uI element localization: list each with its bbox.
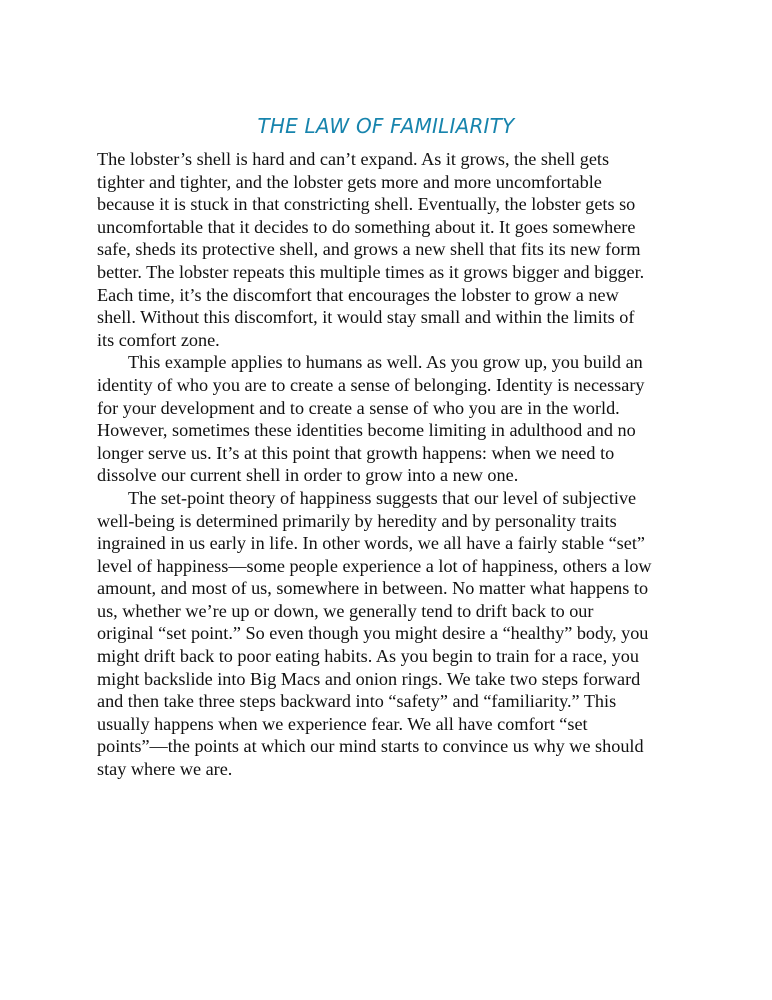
text-line: for your development and to create a sense of who you are in the world. — [97, 397, 620, 418]
text-line: its comfort zone. — [97, 329, 220, 350]
text-line: The set-point theory of happiness suggests that our level of subjective — [128, 487, 637, 508]
text-line: original “set point.” So even though you might desire a “healthy” body, you — [97, 623, 649, 644]
text-line: might backslide into Big Macs and onion rings. We take two steps forward — [97, 668, 641, 689]
text-line: us, whether we’re up or down, we generally tend to drift back to our — [97, 600, 594, 621]
text-line: However, sometimes these identities become limiting in adulthood and no — [97, 420, 636, 441]
text-line: longer serve us. It’s at this point that growth happens: when we need to — [97, 442, 615, 463]
text-line: because it is stuck in that constricting shell. Eventually, the lobster gets so — [97, 194, 636, 215]
text-line: better. The lobster repeats this multiple times as it grows bigger and bigger. — [97, 261, 645, 282]
text-line: stay where we are. — [97, 759, 233, 780]
text-line: amount, and most of us, somewhere in between. No matter what happens to — [97, 578, 649, 599]
paragraph-3 — [97, 487, 677, 781]
chapter-title: THE LAW OF FAMILIARITY — [257, 114, 515, 138]
text-line: safe, sheds its protective shell, and grows a new shell that fits its new form — [97, 239, 641, 260]
text-line: might drift back to poor eating habits. As you begin to train for a race, you — [97, 646, 639, 667]
text-line: ingrained in us early in life. In other words, we all have a fairly stable “set” — [97, 533, 645, 554]
text-line: shell. Without this discomfort, it would stay small and within the limits of — [97, 307, 635, 328]
text-line: Each time, it’s the discomfort that encourages the lobster to grow a new — [97, 284, 619, 305]
paragraph-1 — [97, 148, 677, 351]
text-line: uncomfortable that it decides to do something about it. It goes somewhere — [97, 216, 636, 237]
text-line: well-being is determined primarily by heredity and by personality traits — [97, 510, 617, 531]
text-line: points”—the points at which our mind starts to convince us why we should — [97, 736, 644, 757]
text-line: and then take three steps backward into “safety” and “familiarity.” This — [97, 691, 617, 712]
paragraph-2 — [97, 351, 677, 487]
body-text — [97, 148, 677, 781]
text-line: The lobster’s shell is hard and can’t expand. As it grows, the shell gets — [97, 149, 610, 169]
text-line: usually happens when we experience fear. We all have comfort “set — [97, 713, 588, 734]
text-line: tighter and tighter, and the lobster gets more and more uncomfortable — [97, 171, 602, 192]
text-line: This example applies to humans as well. As you grow up, you build an — [128, 352, 643, 373]
text-line: dissolve our current shell in order to grow into a new one. — [97, 465, 519, 486]
text-line: level of happiness—some people experience a lot of happiness, others a low — [97, 555, 652, 576]
text-line: identity of who you are to create a sense of belonging. Identity is necessary — [97, 374, 645, 395]
